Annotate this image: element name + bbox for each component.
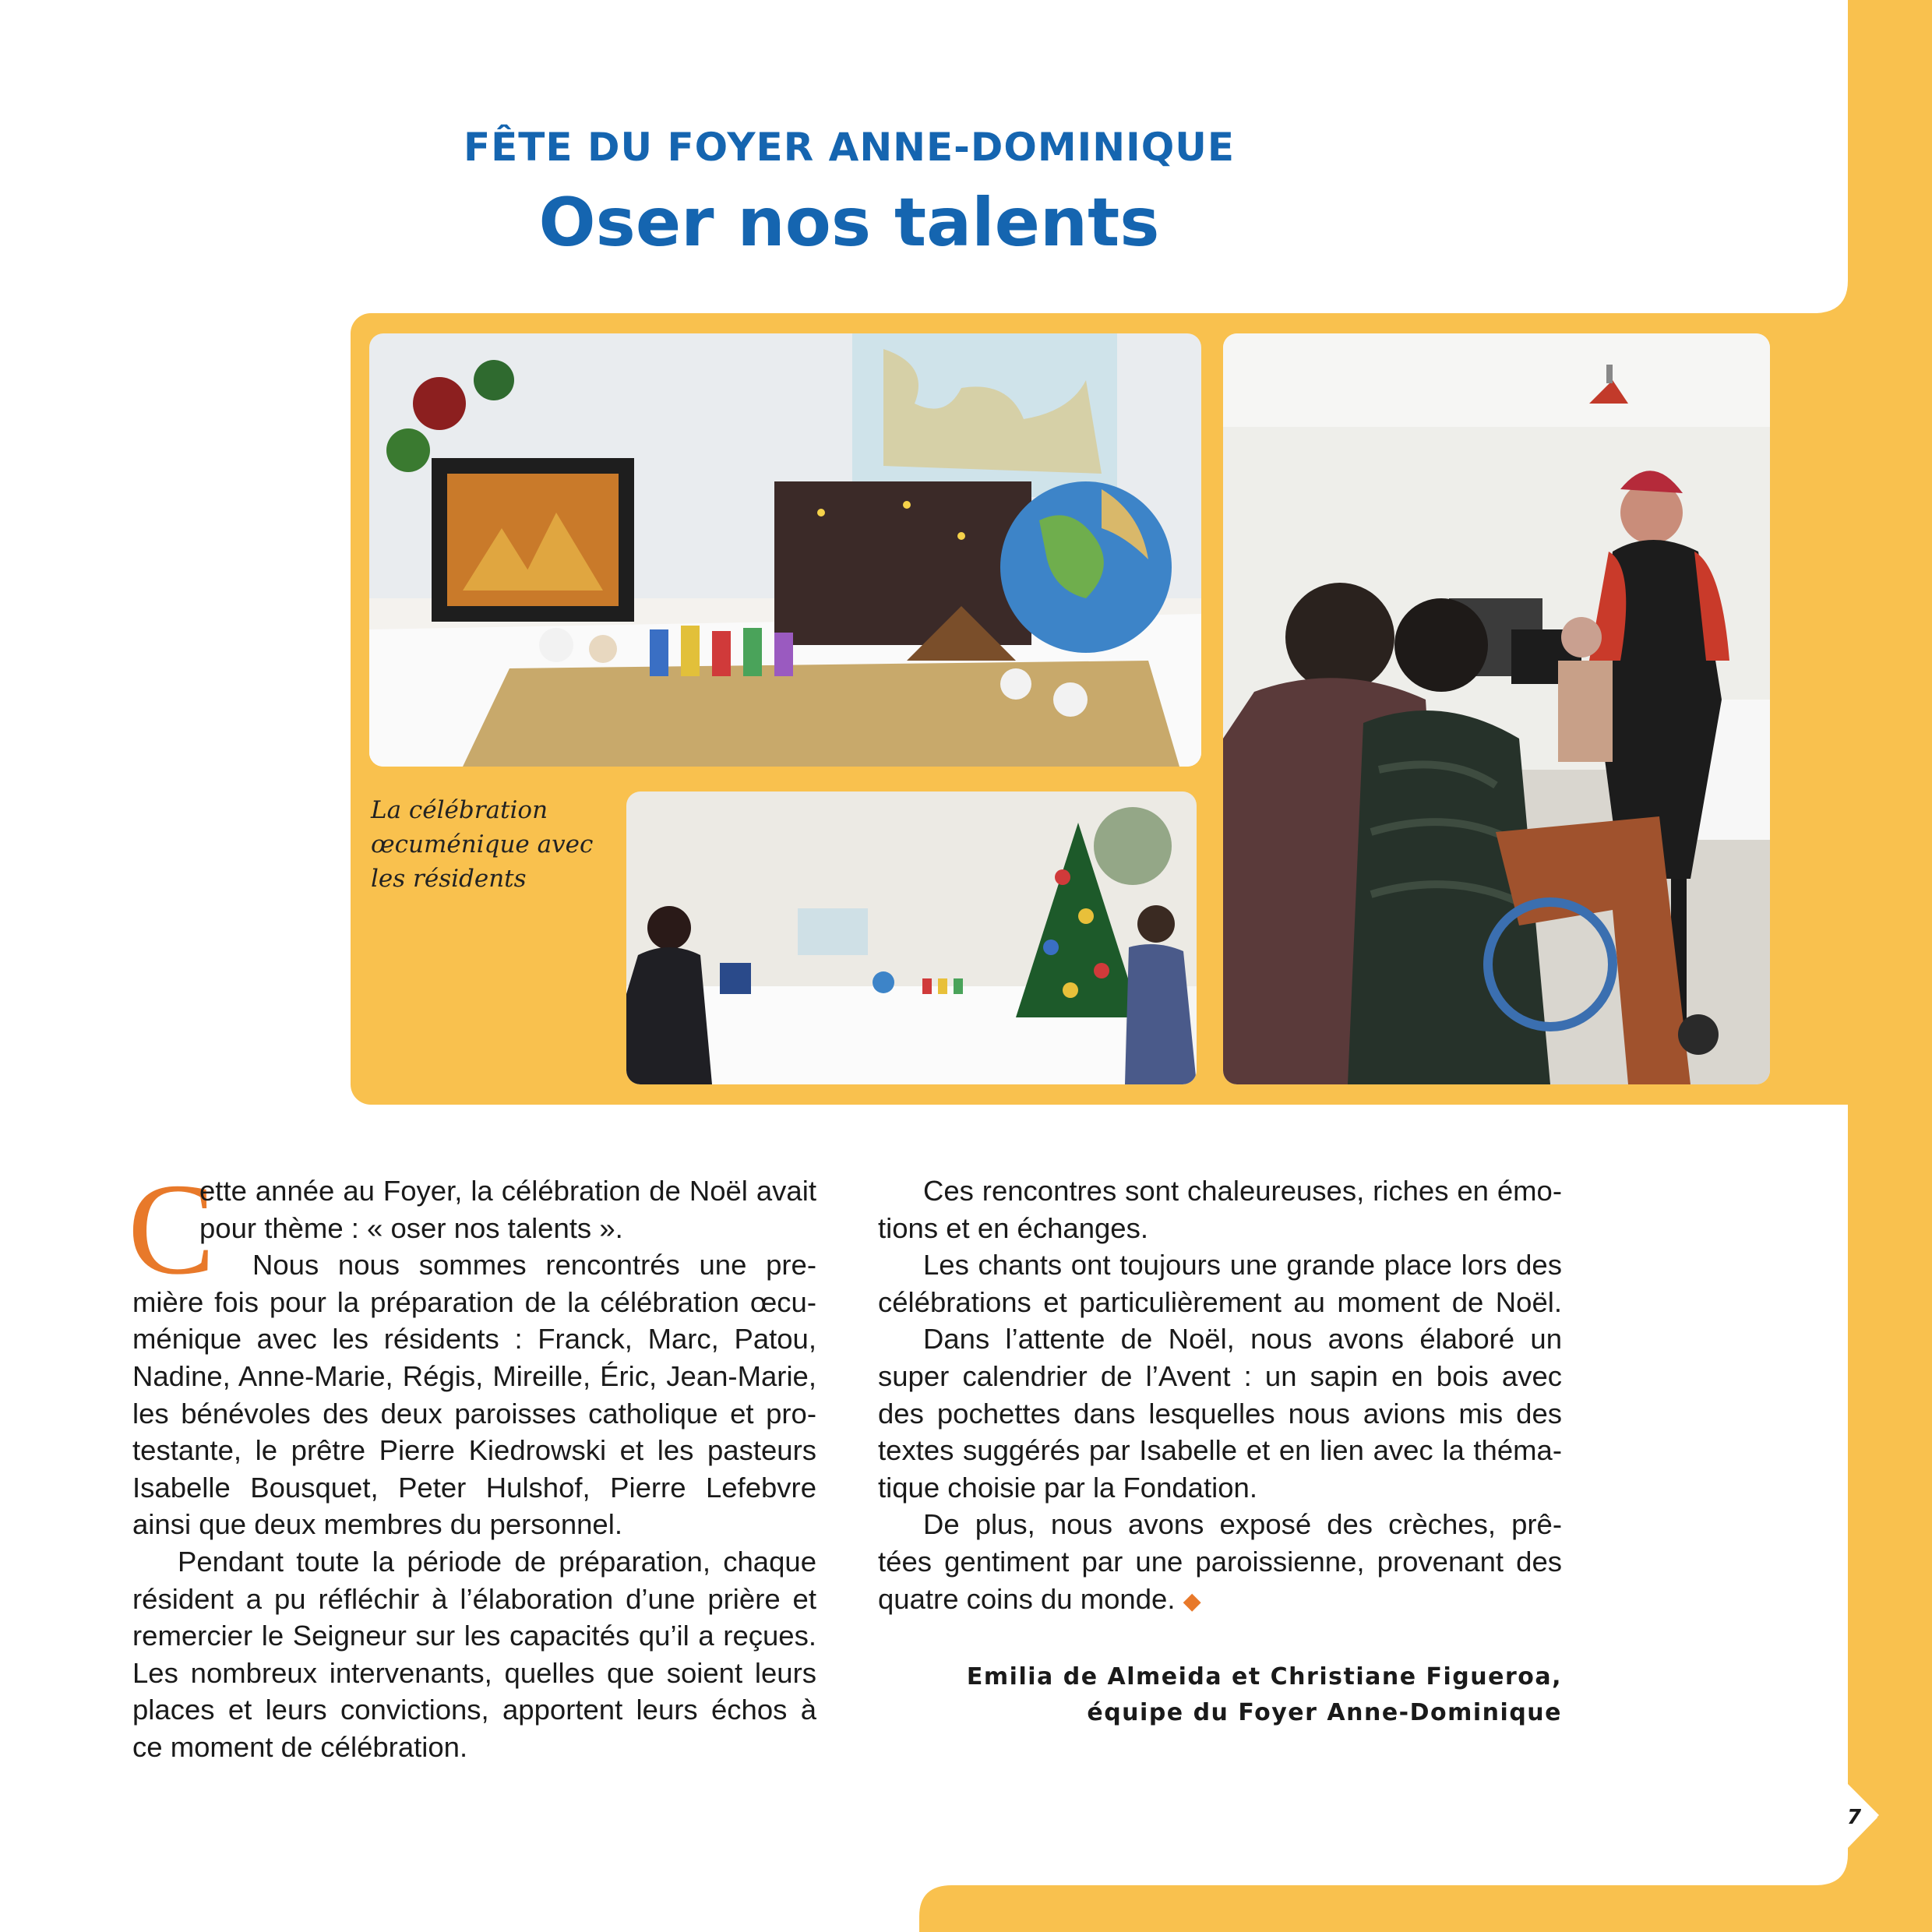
caption-line: œcuménique avec — [371, 830, 594, 858]
paragraph-line: ette année au Foyer, la célébration de Noël avait — [199, 1175, 816, 1207]
photo-nativity-display — [369, 333, 1201, 767]
paragraph-line: résident a pu réfléchir à l’élaboration d’une prière et — [132, 1582, 816, 1615]
caption-line: La célébration — [371, 796, 548, 824]
photo-room-christmas-tree — [626, 791, 1197, 1084]
paragraph-line: testante, le prêtre Pierre Kiedrowski et les pasteurs — [132, 1434, 816, 1467]
article-title: Oser nos talents — [538, 184, 1160, 262]
drop-cap: C — [128, 1157, 216, 1302]
paragraph-line: Dans l’attente de Noël, nous avons élaboré un — [923, 1323, 1562, 1356]
paragraph-line: textes suggérés par Isabelle et en lien avec la théma- — [878, 1434, 1562, 1467]
paragraph-line: Les nombreux intervenants, quelles que soient leurs — [132, 1656, 816, 1689]
paragraph-line: tions et en échanges. — [878, 1211, 1148, 1244]
paragraph-line: ainsi que deux membres du personnel. — [132, 1508, 622, 1541]
photo-caption — [371, 793, 605, 896]
paragraph-line: tées gentiment par une paroissienne, provenant des — [878, 1545, 1562, 1578]
paragraph-line: remercier le Seigneur sur les capacités qu’il a reçues. — [132, 1620, 816, 1652]
page-number: 7 — [1846, 1806, 1862, 1829]
end-diamond-icon: ◆ — [1183, 1588, 1201, 1614]
article-column-left — [132, 1172, 816, 1766]
paragraph-line: les bénévoles des deux paroisses catholique et pro- — [132, 1397, 816, 1430]
paragraph-line: places et leurs convictions, apportent leurs échos à — [132, 1694, 816, 1726]
paragraph-line: Pendant toute la période de préparation, chaque — [178, 1545, 816, 1578]
paragraph-line: pour thème : « oser nos talents ». — [199, 1211, 623, 1244]
paragraph-line: célébrations et particulièrement au moment de Noël. — [878, 1285, 1562, 1318]
paragraph-line: des pochettes dans lesquelles nous avions mis des — [878, 1397, 1562, 1430]
author-signature — [878, 1659, 1562, 1731]
caption-line: les résidents — [371, 865, 527, 893]
article-kicker: FÊTE DU FOYER ANNE-DOMINIQUE — [463, 125, 1235, 170]
paragraph-line: Isabelle Bousquet, Peter Hulshof, Pierre Lefebvre — [132, 1471, 816, 1504]
paragraph-line: super calendrier de l’Avent : un sapin en bois avec — [878, 1359, 1562, 1392]
paragraph-line: Nadine, Anne-Marie, Régis, Mireille, Éric, Jean-Marie, — [132, 1359, 816, 1392]
paragraph-line: tique choisie par la Fondation. — [878, 1471, 1257, 1504]
paragraph-line: Les chants ont toujours une grande place lors des — [923, 1249, 1562, 1282]
paragraph-line: Nous nous sommes rencontrés une pre- — [252, 1249, 816, 1282]
signature-authors: Emilia de Almeida et Christiane Figueroa, — [966, 1663, 1562, 1690]
paragraph-line: Ces rencontres sont chaleureuses, riches en émo- — [923, 1175, 1562, 1207]
paragraph-line: De plus, nous avons exposé des crèches, prê- — [923, 1508, 1562, 1541]
article-column-right — [878, 1172, 1562, 1617]
paragraph-text: quatre coins du monde. — [878, 1582, 1176, 1615]
paragraph-line: mière fois pour la préparation de la célébration œcu- — [132, 1285, 816, 1318]
photo-celebration-speaker — [1223, 333, 1770, 1084]
paragraph-line: ménique avec les résidents : Franck, Marc, Patou, — [132, 1323, 816, 1356]
paragraph-line-last — [878, 1581, 1562, 1618]
signature-team: équipe du Foyer Anne-Dominique — [1087, 1699, 1562, 1726]
paragraph-line: ce moment de célébration. — [132, 1730, 468, 1763]
